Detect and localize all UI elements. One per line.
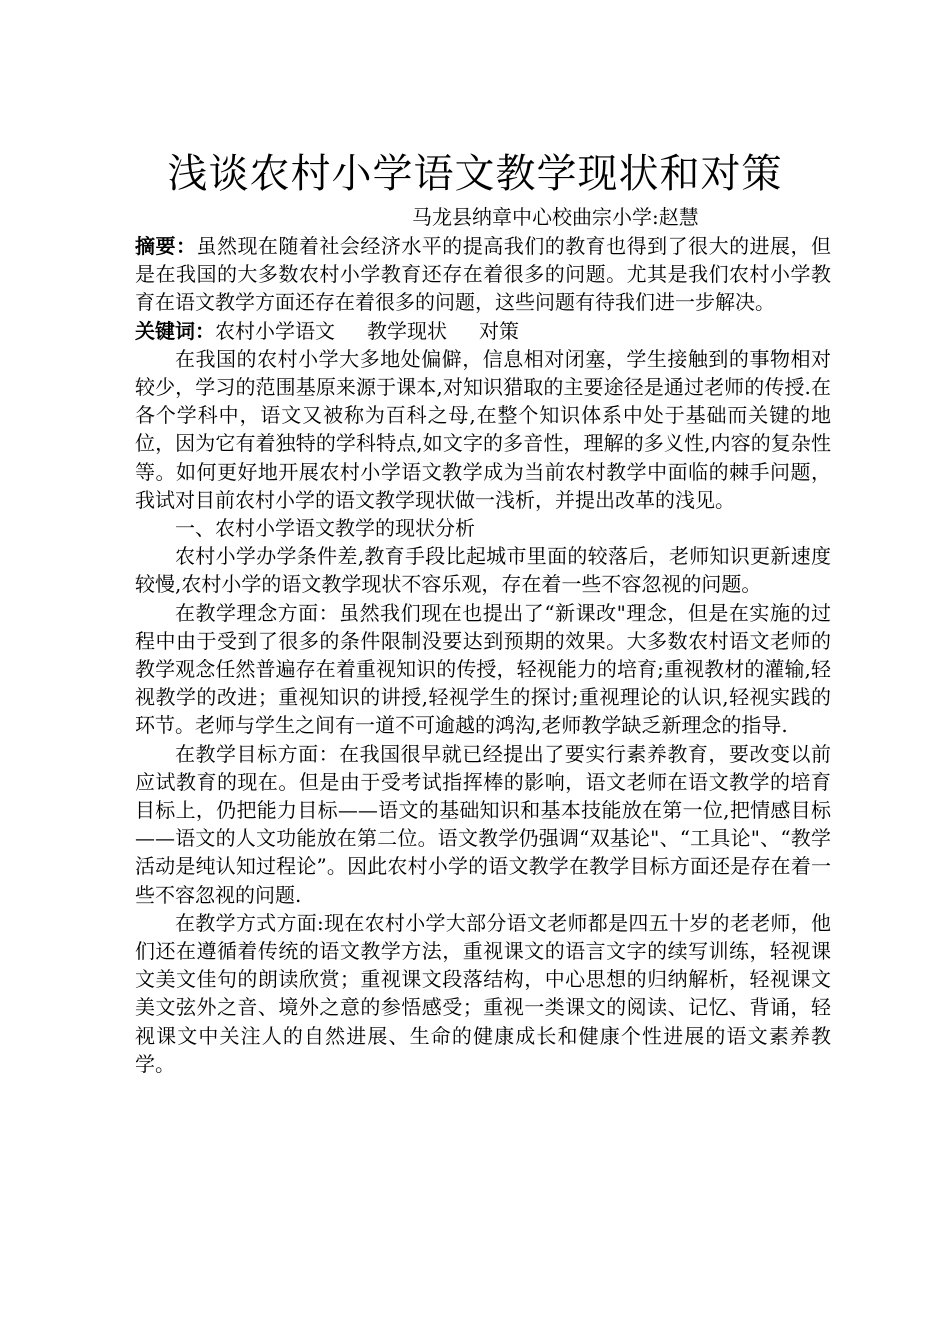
keywords-label: 关键词：	[135, 318, 215, 343]
keyword: 对策	[479, 318, 519, 343]
abstract	[135, 232, 831, 317]
author-line: 马龙县纳章中心校曲宗小学:赵慧	[412, 205, 699, 229]
keyword: 教学现状	[367, 318, 447, 343]
abstract-text: 虽然现在随着社会经济水平的提高我们的教育也得到了很大的进展，但是在我国的大多数农村小学教育还存在着很多的问题。尤其是我们农村小学教育在语文教学方面还存在着很多的问题，这些问题有待我们进一步解决。	[135, 234, 832, 315]
paragraph: 在教学目标方面：在我国很早就已经提出了要实行素养教育，要改变以前应试教育的现在。但是由于受考试指挥棒的影响，语文老师在语文教学的培育目标上，仍把能力目标——语文的基础知识和基本技能放在第一位,把情感目标——语文的人文功能放在第二位。语文教学仍强调“双基论"、“工具论"、“教学活动是纯认知过程论”。因此农村小学的语文教学在教学目标方面还是存在着一些不容忽视的问题.	[135, 741, 831, 907]
paragraph: 在教学方式方面:现在农村小学大部分语文老师都是四五十岁的老老师，他们还在遵循着传统的语文教学方法，重视课文的语言文字的续写训练，轻视课文美文佳句的朗读欣赏；重视课文段落结构，中心思想的归纳解析，轻视课文美文弦外之音、境外之意的参悟感受；重视一类课文的阅读、记忆、背诵，轻视课文中关注人的自然进展、生命的健康成长和健康个性进展的语文素养教学。	[135, 910, 831, 1076]
document-title: 浅谈农村小学语文教学现状和对策	[167, 151, 783, 197]
abstract-label: 摘要：	[135, 234, 197, 258]
paragraph-intro: 在我国的农村小学大多地处偏僻，信息相对闭塞，学生接触到的事物相对较少，学习的范围基原来源于课本,对知识猎取的主要途径是通过老师的传授.在各个学科中，语文又被称为百科之母,在整个知识体系中处于基础而关键的地位，因为它有着独特的学科特点,如文字的多音性，理解的多义性,内容的复杂性等。如何更好地开展农村小学语文教学成为当前农村教学中面临的棘手问题，我试对目前农村小学的语文教学现状做一浅析，并提出改革的浅见。	[135, 346, 831, 512]
paragraph: 农村小学办学条件差,教育手段比起城市里面的较落后，老师知识更新速度较慢,农村小学的语文教学现状不容乐观，存在着一些不容忽视的问题。	[135, 544, 831, 597]
paragraph: 在教学理念方面：虽然我们现在也提出了“新课改"理念，但是在实施的过程中由于受到了很多的条件限制没要达到预期的效果。大多数农村语文老师的教学观念任然普遍存在着重视知识的传授，轻视能力的培育;重视教材的灌输,轻视教学的改进；重视知识的讲授,轻视学生的探讨;重视理论的认识,轻视实践的环节。老师与学生之间有一道不可逾越的鸿沟,老师教学缺乏新理念的指导.	[135, 600, 831, 738]
section-heading: 一、农村小学语文教学的现状分析	[175, 516, 475, 541]
keywords	[135, 317, 831, 345]
keyword: 农村小学语文	[215, 318, 335, 343]
document-body	[135, 232, 831, 1078]
